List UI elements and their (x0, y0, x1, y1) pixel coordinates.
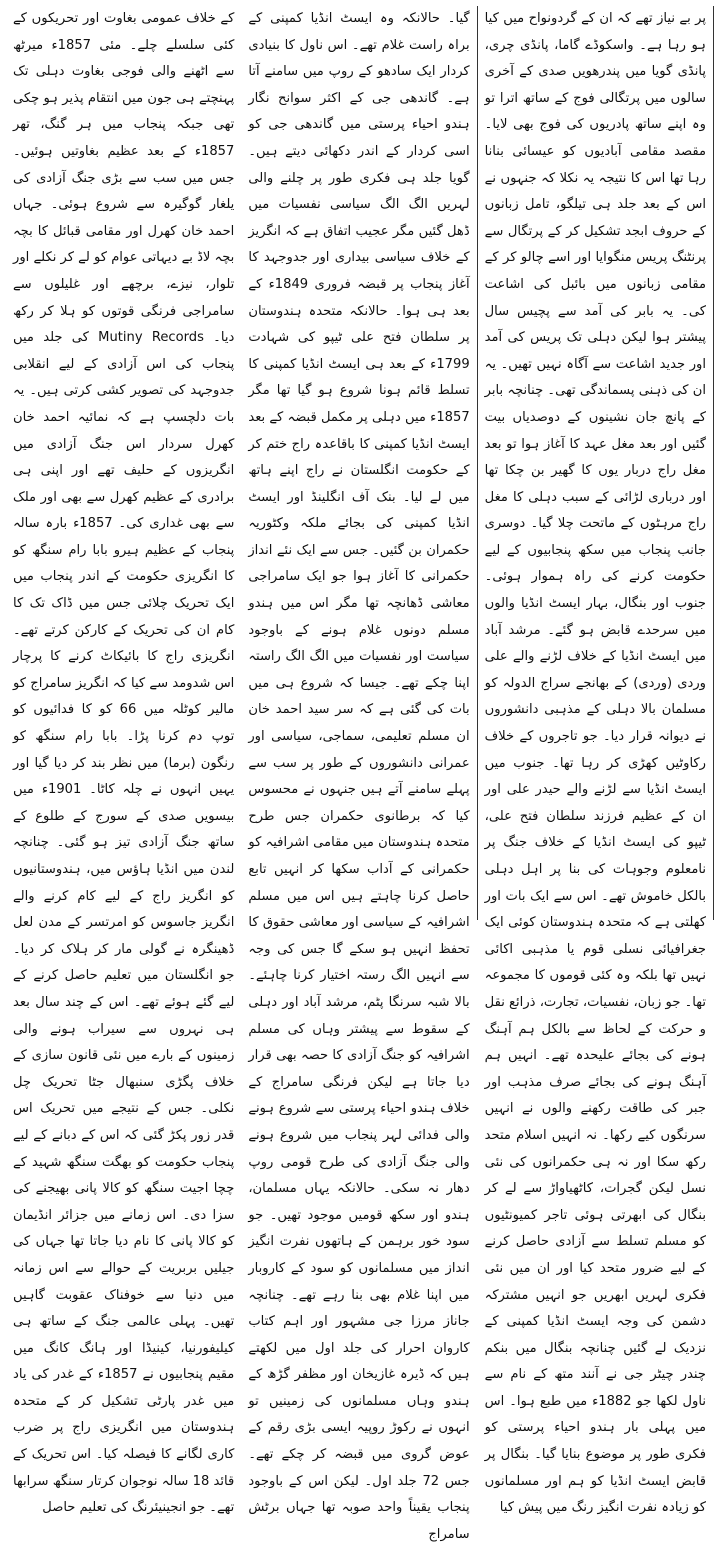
column-middle-text: گیا۔ حالانکہ وہ ایسٹ انڈیا کمپنی کے براہ راست غلام تھے۔ اس ناول کا بنیادی کردار ایک سادھو کے روپ میں سامنے آتا ہے۔ گاندھی جی کے اکثر سوانح نگار ہندو احیاء پرستی میں گاندھی جی کو اسی کردار کے اندر دکھائی دیتے ہیں۔ گویا جلد ہی فکری طور پر چلنے والی لہریں الگ الگ سیاسی نفسیات میں ڈھل گئیں مگر عجیب اتفاق ہے کہ انگریز کے خلاف سیاسی بیداری اور جدوجہد کا آغاز پنجاب پر قبضہ فروری 1849ء کے بعد ہی ہوا۔ حالانکہ متحدہ ہندوستان پر سلطان فتح علی ٹیپو کی شہادت 1799ء کے بعد ہی ایسٹ انڈیا کمپنی کا تسلط قائم ہونا شروع ہو گیا تھا مگر 1857ء میں دہلی پر مکمل قبضہ کے بعد ایسٹ انڈیا کمپنی کا باقاعدہ راج ختم کر کے حکومت انگلستان نے راج اپنے ہاتھ میں لے لیا۔ بنک آف انگلینڈ اور ایسٹ انڈیا کمپنی کی بجائے ملکہ وکٹوریہ حکمران بن گئیں۔ جس سے ایک نئے انداز حکمرانی کا آغاز ہوا جو ایک سامراجی معاشی ڈھانچہ تھا مگر اس میں ہندو مسلم دونوں غلام ہونے کے باوجود سیاست اور نفسیات میں الگ الگ راستہ اپنا چکے تھے۔ جیسا کہ شروع ہی میں بات کی گئی ہے کہ سر سید احمد خان ان مسلم تعلیمی، سماجی، سیاسی اور عمرانی دانشوروں کے طور پر سب سے پہلے سامنے آتے ہیں جنہوں نے محسوس کیا کہ برطانوی حکمران جس طرح متحدہ ہندوستان میں مقامی اشرافیہ کو حکمرانی کے آداب سکھا کر انہیں تابع حاصل کرنا چاہتے ہیں اس میں مسلم اشرافیہ کے سیاسی اور معاشی حقوق کا تحفظ انہیں ہو سکے گا جس کی وجہ سے انہیں الگ رستہ اختیار کرنا چاہئے۔ بالا شبہ سرنگا پٹم، مرشد آباد اور دہلی کے سقوط سے پیشتر وہاں کی مسلم اشرافیہ کو جنگ آزادی کا حصہ بھی قرار دیا جاتا ہے لیکن فرنگی سامراج کے خلاف ہندو احیاء پرستی سے شروع ہونے والی فدائی لہر پنجاب میں شروع ہونے والی جنگ آزادی کی طرح قومی روپ دھار نہ سکی۔ حالانکہ یہاں مسلمان، ہندو اور سکھ قومیں موجود تھیں۔ جو سود خور برہمن کے ہاتھوں نفرت انگیز انداز میں مسلمانوں کو سود کے کاروبار میں اپنا غلام بھی بنا رہے تھے۔ چنانچہ جاناز مرزا جی مشہور اور اہم کتاب کاروان احرار کی جلد اول میں لکھتے ہیں کہ ڈیرہ غازیخان اور مظفر گڑھ کے ہندو وہاں مسلمانوں کی زمینیں تو انہوں نے رکوڑ روپیہ ایسی بڑی رقم کے عوض گروی میں قبضہ کر چکے تھے۔ جس 72 جلد اول۔ لیکن اس کے باوجود پنجاب یقیناً واحد صوبہ تھا جہاں برٹش سامراج (248, 11, 470, 1542)
column-left (6, 6, 241, 1516)
column-right-text: پر بے نیاز تھے کہ ان کے گردونواح میں کیا ہو رہا ہے۔ واسکوڈے گاما، پانڈی چری، پانڈی گویا میں پندرھویں صدی کے آخری سالوں میں پرتگالی فوج کے ساتھ اترا تو وہ اپنے ساتھ پادریوں کی فوج بھی لایا۔ مقصد مقامی آبادیوں کو عیسائی بنانا رہا تھا اس کا نتیجہ یہ نکلا کہ جنہوں نے اس کے بعد جلد ہی تیلگو، تامل زبانوں کے حروف ابجد تشکیل کر کے پرتگال سے پرنٹنگ پریس منگوایا اور اسے چالو کر کے مقامی زبانوں میں بائبل کی اشاعت کی۔ یہ بابر کی آمد سے پچیس سال پیشتر ہوا لیکن دہلی تک پریس کی آمد اور جدید اشاعت سے آگاہ نہیں تھیں۔ یہ ان کی ذہنی پسماندگی تھی۔ چنانچہ بابر کے پانچ جان نشینوں کے دوصدیاں بیت گئیں اور بعد مغل عہد کا آغاز ہوا تو بعد مغل راج دربار یوں کا گھیر بن چکا تھا اور درباری لڑائی کے سبب دہلی کا مغل راج مرہٹوں کے ماتحت چلا گیا۔ دوسری جانب پنجاب میں سکھ پنجابیوں کے لیے حکومت کرنے کی راہ ہموار ہوئی۔ جنوب اور بنگال، بہار ایسٹ انڈیا والوں میں سرحدے قابض ہو گئے۔ مرشد آباد میں ایسٹ انڈیا کے خلاف لڑنے والے علی وردی (وردی) کے بھانجے سراج الدولہ کو مسلمان بالا دہلی کے مذہبی دانشوروں نے دیوانہ قرار دیا۔ جو تاجروں کے خلاف رکاوٹیں کھڑی کر رہا تھا۔ جنوب میں ایسٹ انڈیا سے لڑنے والے حیدر علی اور ان کے عظیم فرزند سلطان فتح علی، ٹیپو کی ایسٹ انڈیا کے خلاف جنگ پر نامعلوم وجوہات کی بنا پر اہل دہلی بالکل خاموش تھے۔ اس سے ایک بات اور کھلتی ہے کہ متحدہ ہندوستان کوئی ایک جغرافیائی نسلی قوم یا مذہبی اکائی نہیں تھا بلکہ وہ کئی قوموں کا مجموعہ تھا۔ جو زبان، نفسیات، تجارت، ذرائع نقل و حرکت کے لحاظ سے بالکل ہم آہنگ ہونے کی بجائے علیحدہ تھے۔ انہیں ہم آہنگ ہونے کی بجائے صرف مذہب اور جبر کی طاقت رکھنے والوں نے انہیں سرنگوں کیے رکھا۔ نہ انہیں اسلام متحد رکھ سکا اور نہ ہی حکمرانوں کی نئی نسل لیکن گجرات، کاٹھیاواڑ سے لے کر بنگال کی ابھرتی ہوئی تاجر کمیونٹیوں کو مسلم تسلط سے آزادی حاصل کرنے کے لیے ضرور متحد کیا اور ان میں نئی فکری لہریں ابھریں جو انہیں مشترکہ دشمن کی وجہ ایسٹ انڈیا کمپنی کے نزدیک لے گئیں چنانچہ بنگال میں بنکم چندر چیٹر جی نے آنند متھ کے نام سے ناول لکھا جو 1882ء میں طبع ہوا۔ اس میں پہلی بار ہندو احیاء پرستی کو فکری طور پر موضوع بنایا گیا۔ بنگال پر قابض ایسٹ انڈیا کو ہم اور مسلمانوں کو زیادہ نفرت انگیز رنگ میں پیش کیا (484, 11, 706, 1516)
column-middle (241, 6, 477, 1542)
column-left-text: کے خلاف عمومی بغاوت اور تحریکوں کے کئی سلسلے چلے۔ مئی 1857ء میرٹھ سے اٹھنے والی فوجی بغاوت دہلی تک پہنچتے ہی جون میں انتقام پذیر ہو چکی تھی جبکہ پنجاب میں ہر گنگ، تھر 1857ء کے بعد عظیم بغاوتیں ہوئیں۔ جس میں سب سے بڑی جنگ آزادی کی یلغار گوگیرہ سے شروع ہوئی۔ جہاں احمد خان کھرل اور مقامی قبائل کا بچہ بچہ لاڈ بے دیہاتی عوام کو لے کر نکلے اور تلوار، نیزے، برچھے اور غلیلوں سے سامراجی فرنگی قوتوں کو ہلا کر رکھ دیا۔ Mutiny Records کی جلد میں پنجاب کی اس آزادی کے لیے انقلابی جدوجہد کی تصویر کشی کرتی ہیں۔ یہ بات دلچسپ ہے کہ نمائیہ احمد خان کھرل سردار اس جنگ آزادی میں انگریزوں کے حلیف تھے اور اپنی ہی برادری کے عظیم کھرل سے بھی اور ملک سے بھی غداری کی۔ 1857ء بارہ سالہ پنجاب کے عظیم ہیرو بابا رام سنگھ کو کا انگریزی حکومت کے اندر پنجاب میں ایک تحریک چلائی جس میں ڈاک تک کا کام ان کی تحریک کے کارکن کرتے تھے۔ انگریزی راج کا بائیکاٹ کرنے کا پرچار اس شدومد سے کیا کہ انگریز سامراج کو مالیر کوٹلہ میں 66 کو کا فدائیوں کو توپ دم کرنا پڑا۔ بابا رام سنگھ کو رنگون (برما) میں نظر بند کر دیا گیا اور یہیں انہوں نے چلہ کاٹا۔ 1901ء میں بیسویں صدی کے سورج کے طلوع کے ساتھ جنگ آزادی تیز ہو گئی۔ چنانچہ لندن میں انڈیا ہاؤس میں، ہندوستانیوں کو انگریز راج کے لیے کام کرنے والے انگریز جاسوس کو امرتسر کے مدن لعل ڈھینگرہ نے گولی مار کر ہلاک کر دیا۔ جو انگلستان میں تعلیم حاصل کرنے کے لیے گئے ہوئے تھے۔ اس کے چند سال بعد ہی نہروں سے سیراب ہونے والی زمینوں کے بارے میں نئی قانون سازی کے خلاف پگڑی سنبھال جٹا تحریک چل نکلی۔ جس کے نتیجے میں تحریک اس قدر زور پکڑ گئی کہ اس کے دبانے کے لیے پنجاب حکومت کو بھگت سنگھ شہید کے چچا اجیت سنگھ کو کالا پانی بھیجنے کی سزا دی۔ اس زمانے میں جزائر انڈیمان کو کالا پانی کا نام دیا جاتا تھا جہاں کی جیلیں بربریت کے حوالے سے اس زمانہ میں دنیا سے خوفناک عقوبت گاہیں تھیں۔ پہلی عالمی جنگ کے ساتھ ہی کیلیفورنیا، کینیڈا اور ہانگ کانگ میں مقیم پنجابیوں نے 1857ء کے غدر کی یاد میں غدر پارٹی تشکیل کر کے متحدہ ہندوستان میں انگریزی راج پر ضرب کاری لگانے کا فیصلہ کیا۔ اس تحریک کے قائد 18 سالہ نوجوان کرتار سنگھ سرابھا تھے۔ جو انجینیئرنگ کی تعلیم حاصل (13, 11, 235, 1516)
column-right (478, 6, 714, 1516)
